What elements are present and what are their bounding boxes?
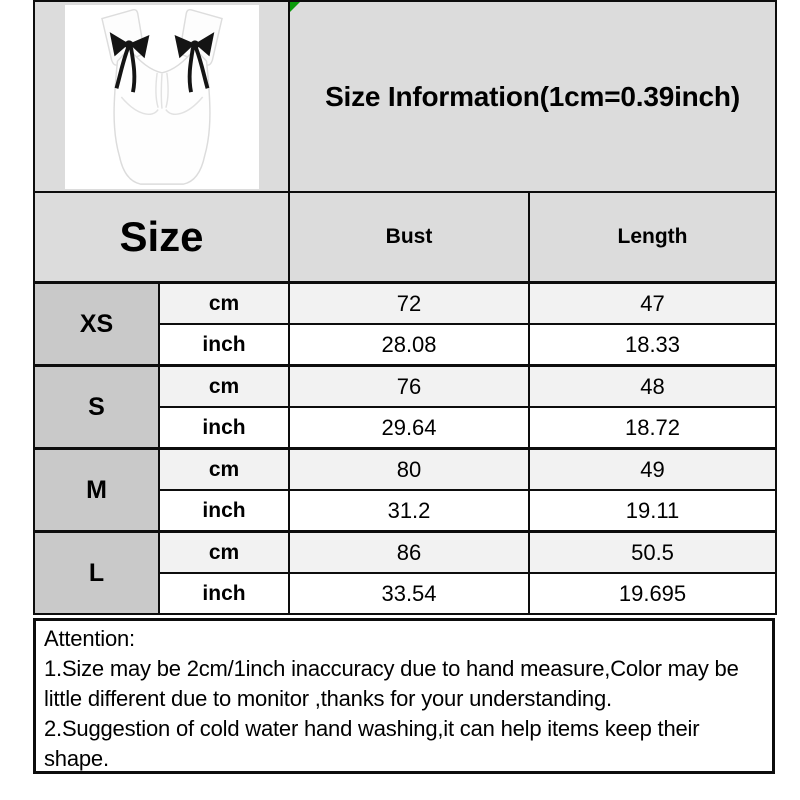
bust-value: 29.64 bbox=[289, 407, 529, 449]
unit-cell: inch bbox=[159, 573, 289, 614]
unit-cell: inch bbox=[159, 407, 289, 449]
product-photo-cell bbox=[34, 1, 289, 192]
unit-cell: inch bbox=[159, 490, 289, 532]
spreadsheet-corner-marker-icon bbox=[290, 2, 300, 12]
table-row bbox=[34, 449, 776, 491]
product-photo bbox=[65, 5, 259, 189]
length-value: 19.11 bbox=[529, 490, 776, 532]
bust-value: 31.2 bbox=[289, 490, 529, 532]
unit-cell: inch bbox=[159, 324, 289, 366]
unit-cell: cm bbox=[159, 532, 289, 574]
length-value: 48 bbox=[529, 366, 776, 408]
size-label-l: L bbox=[34, 532, 159, 615]
bust-value: 76 bbox=[289, 366, 529, 408]
column-header-size: Size bbox=[34, 192, 289, 283]
unit-cell: cm bbox=[159, 449, 289, 491]
size-table bbox=[33, 0, 777, 615]
length-value: 49 bbox=[529, 449, 776, 491]
bust-value: 33.54 bbox=[289, 573, 529, 614]
length-value: 18.33 bbox=[529, 324, 776, 366]
page-title: Size Information(1cm=0.39inch) bbox=[325, 80, 740, 112]
size-chart-sheet bbox=[33, 0, 775, 774]
length-value: 18.72 bbox=[529, 407, 776, 449]
table-row bbox=[34, 532, 776, 574]
column-header-bust: Bust bbox=[289, 192, 529, 283]
table-header-row bbox=[34, 192, 776, 283]
attention-note-1: 1.Size may be 2cm/1inch inaccuracy due to hand measure,Color may be little different due to monitor ,thanks for your understanding. bbox=[44, 655, 739, 711]
length-value: 50.5 bbox=[529, 532, 776, 574]
attention-box bbox=[33, 618, 775, 774]
table-row bbox=[34, 283, 776, 325]
unit-cell: cm bbox=[159, 366, 289, 408]
size-label-s: S bbox=[34, 366, 159, 449]
bust-value: 72 bbox=[289, 283, 529, 325]
title-cell bbox=[289, 1, 776, 192]
bust-value: 80 bbox=[289, 449, 529, 491]
size-label-m: M bbox=[34, 449, 159, 532]
attention-note-2: 2.Suggestion of cold water hand washing,it can help items keep their shape. bbox=[44, 715, 700, 771]
column-header-length: Length bbox=[529, 192, 776, 283]
length-value: 47 bbox=[529, 283, 776, 325]
length-value: 19.695 bbox=[529, 573, 776, 614]
white-top-illustration bbox=[65, 5, 259, 189]
table-row bbox=[34, 366, 776, 408]
attention-heading: Attention: bbox=[44, 626, 135, 651]
top-row bbox=[34, 1, 776, 192]
unit-cell: cm bbox=[159, 283, 289, 325]
size-label-xs: XS bbox=[34, 283, 159, 366]
bust-value: 28.08 bbox=[289, 324, 529, 366]
bust-value: 86 bbox=[289, 532, 529, 574]
